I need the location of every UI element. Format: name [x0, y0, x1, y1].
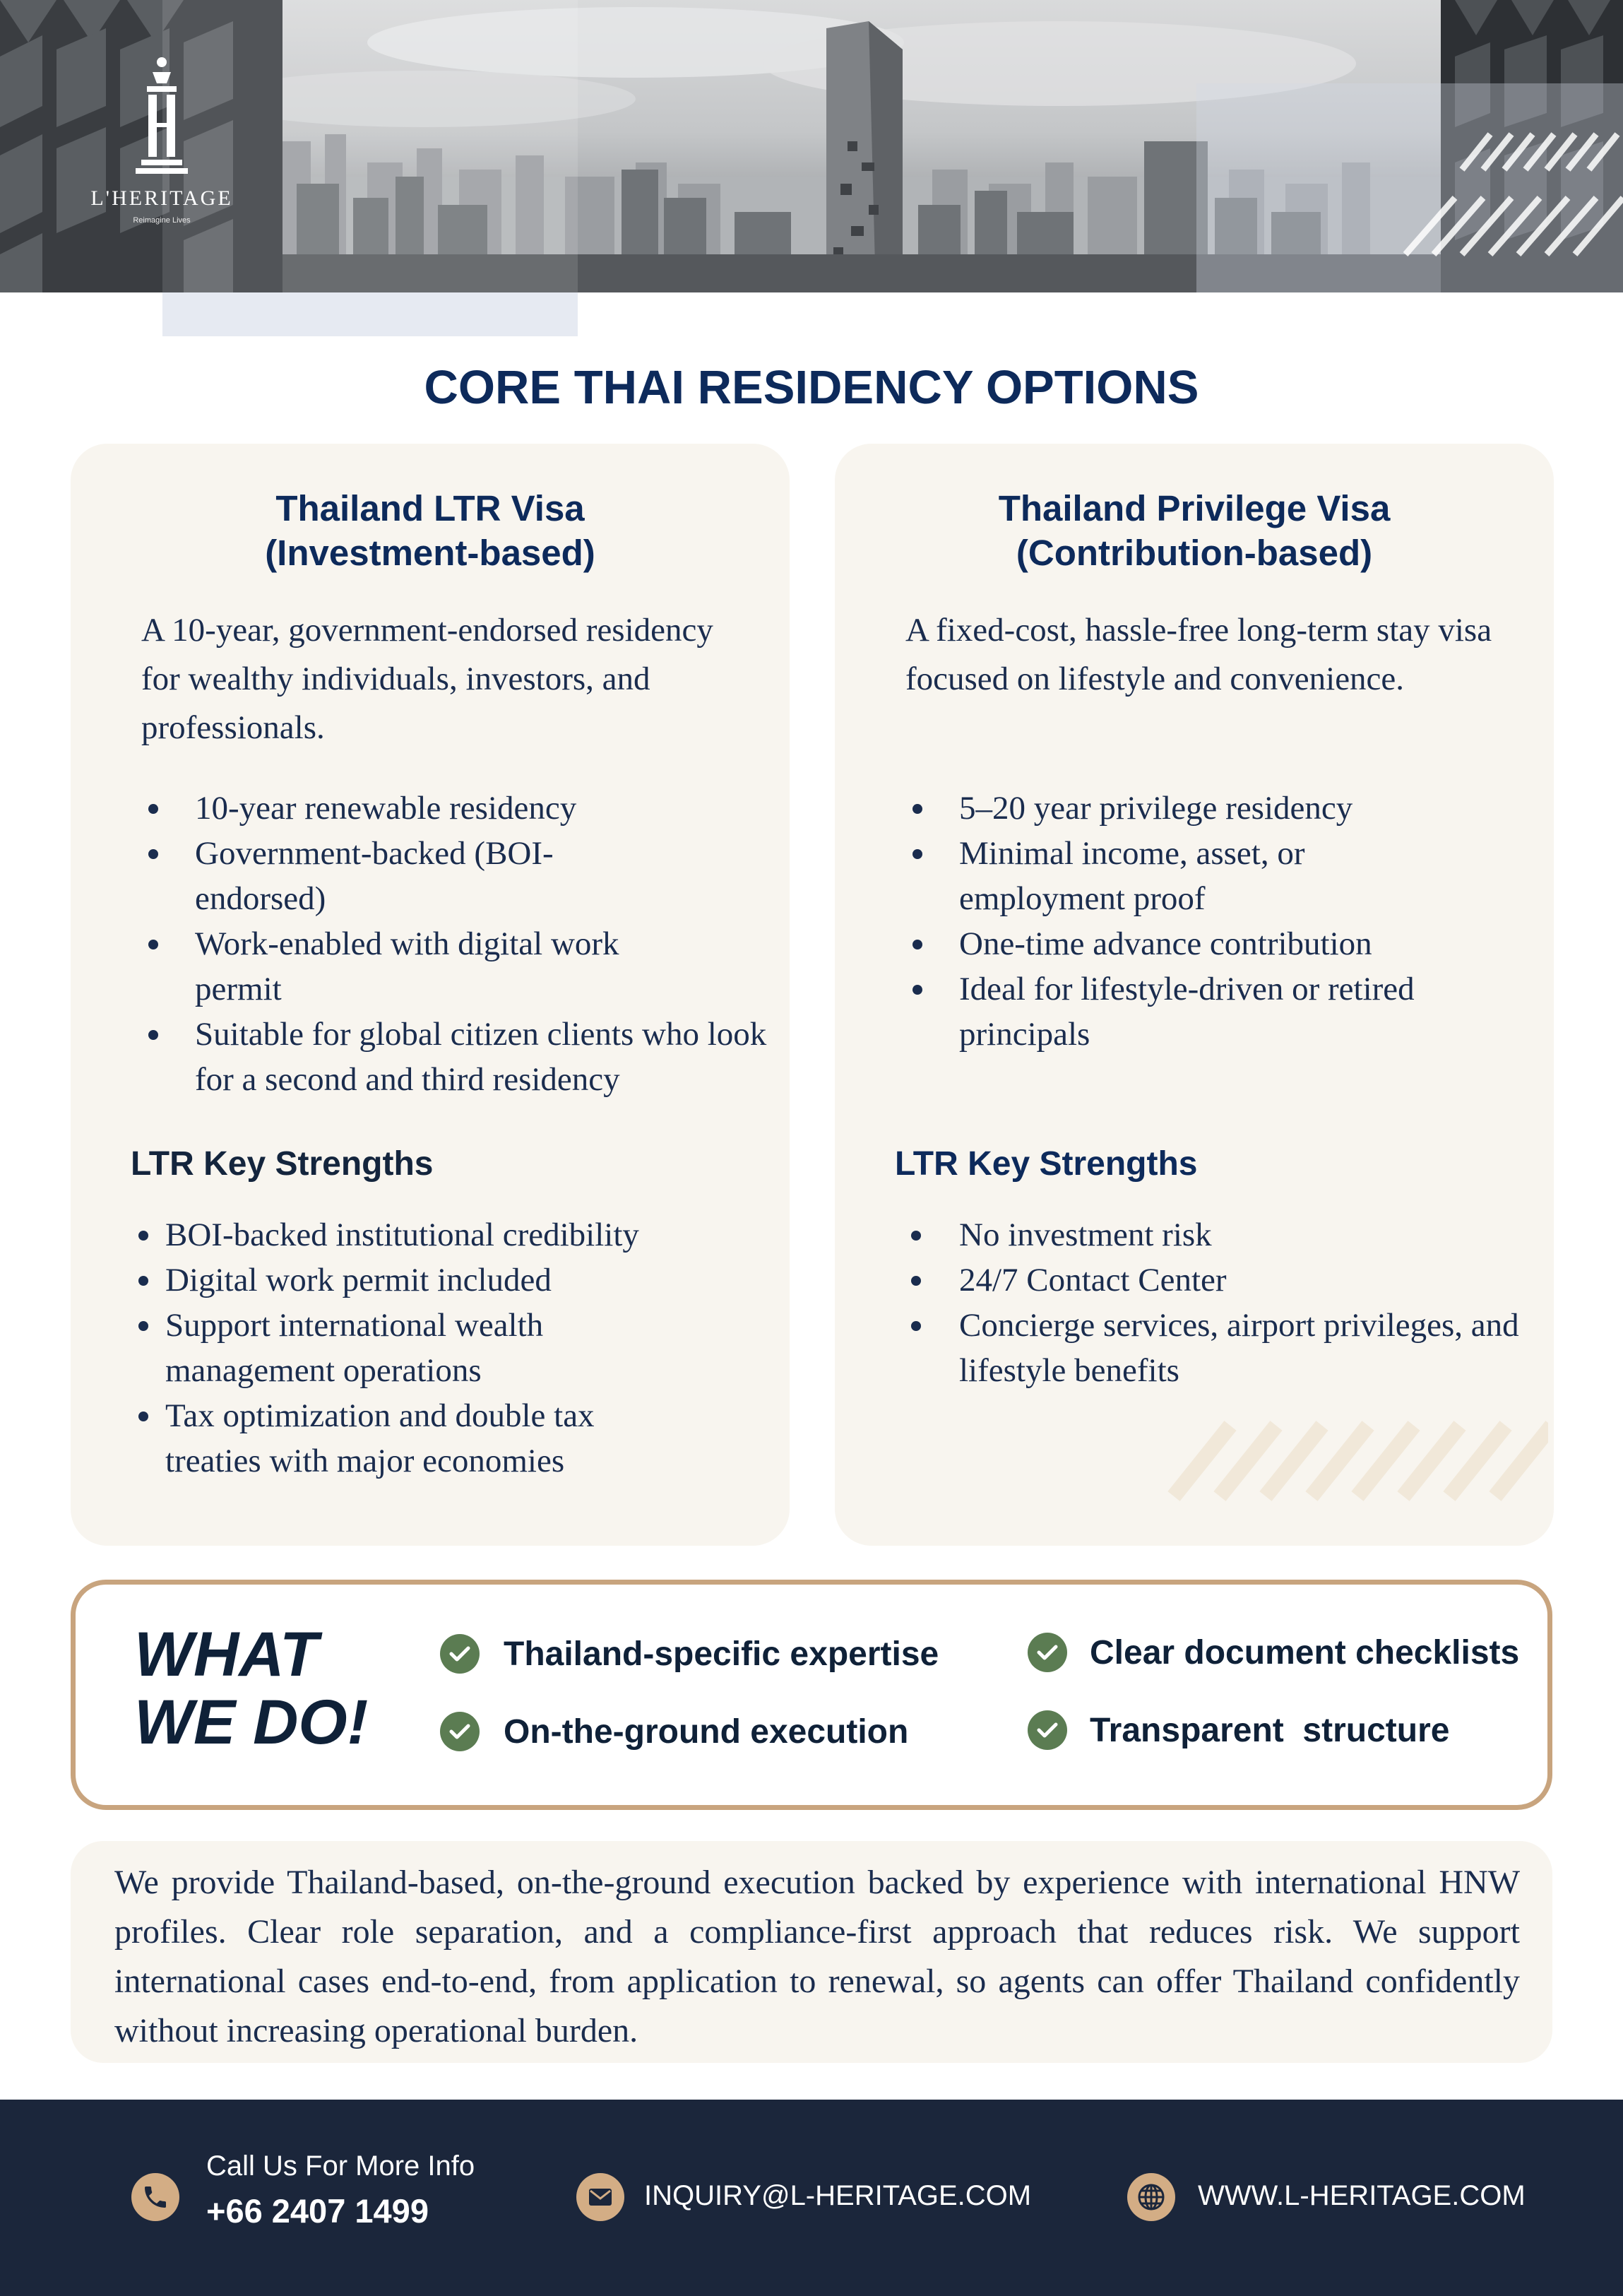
- service-item: [440, 1712, 908, 1751]
- tower-logo-icon: [127, 57, 196, 174]
- hero-accent-block: [162, 292, 578, 336]
- envelope-icon: [576, 2173, 624, 2221]
- list-item: Minimal income, asset, or employment proof: [905, 831, 1541, 921]
- page-title: CORE THAI RESIDENCY OPTIONS: [424, 361, 1199, 414]
- phone-icon: [131, 2173, 179, 2221]
- list-item: Government-backed (BOI-endorsed): [141, 831, 777, 921]
- contact-footer: [0, 2100, 1623, 2296]
- list-item: Support international wealth management operations: [133, 1303, 768, 1393]
- card-title-line2: (Contribution-based): [1016, 533, 1373, 573]
- card-title-line1: Thailand Privilege Visa: [998, 488, 1391, 528]
- list-item: 5–20 year privilege residency: [905, 786, 1541, 831]
- privilege-visa-card: [835, 444, 1554, 1546]
- card-title-line1: Thailand LTR Visa: [275, 488, 585, 528]
- brand-logo: [73, 57, 250, 233]
- website-link[interactable]: WWW.L-HERITAGE.COM: [1198, 2180, 1526, 2211]
- strengths-list: [905, 1212, 1541, 1393]
- list-item: Tax optimization and double tax treaties with major economies: [133, 1393, 768, 1484]
- card-title-line2: (Investment-based): [265, 533, 595, 573]
- service-label: Transparent structure: [1090, 1711, 1450, 1749]
- strengths-heading: LTR Key Strengths: [131, 1145, 434, 1183]
- service-label: Clear document checklists: [1090, 1633, 1520, 1671]
- list-item: 24/7 Contact Center: [905, 1258, 1541, 1303]
- list-item: Digital work permit included: [133, 1258, 768, 1303]
- list-item: 10-year renewable residency: [141, 786, 777, 831]
- what-we-do-title: [134, 1620, 368, 1756]
- strengths-list: [133, 1212, 768, 1484]
- list-item: One-time advance contribution: [905, 921, 1541, 966]
- what-we-do-title-line1: WHAT: [134, 1619, 319, 1689]
- service-item: [1028, 1633, 1519, 1672]
- list-item: BOI-backed institutional credibility: [133, 1212, 768, 1258]
- service-label: Thailand-specific expertise: [504, 1635, 939, 1673]
- ltr-visa-card: [71, 444, 790, 1546]
- what-we-do-title-line2: WE DO!: [134, 1686, 369, 1757]
- service-label: On-the-ground execution: [504, 1712, 909, 1751]
- decorative-stripes: [1167, 1419, 1548, 1503]
- list-item: Work-enabled with digital work permit: [141, 921, 777, 1012]
- brand-name: L'HERITAGE: [90, 187, 233, 210]
- what-we-do-panel: [71, 1580, 1552, 1810]
- card-intro: A 10-year, government-endorsed residency for wealthy individuals, investors, and professionals.: [141, 612, 713, 746]
- check-circle-icon: [1028, 1710, 1067, 1750]
- service-item: [440, 1634, 939, 1674]
- list-item: Ideal for lifestyle-driven or retired principals: [905, 966, 1541, 1057]
- call-label: Call Us For More Info: [206, 2150, 475, 2182]
- service-item: [1028, 1710, 1449, 1750]
- description-panel: [71, 1841, 1552, 2063]
- brand-tagline: Reimagine Lives: [133, 216, 191, 225]
- card-intro: A fixed-cost, hassle-free long-term stay visa focused on lifestyle and convenience.: [905, 612, 1492, 697]
- feature-list: [905, 786, 1541, 1057]
- description-text: We provide Thailand-based, on-the-ground execution backed by experience with international HNW profiles. Clear role separation, and a compliance-first approach that reduces risk. We support international cases end-to-end, from application to renewal, so agents can offer Thailand confidently without increasing operational burden.: [114, 1864, 1520, 2049]
- globe-icon: [1127, 2173, 1175, 2221]
- hero-banner: [0, 0, 1623, 292]
- card-title: [71, 486, 790, 575]
- list-item: Suitable for global citizen clients who look for a second and third residency: [141, 1012, 777, 1102]
- card-title: [835, 486, 1554, 575]
- list-item: No investment risk: [905, 1212, 1541, 1258]
- check-circle-icon: [1028, 1633, 1067, 1672]
- feature-list: [141, 786, 777, 1102]
- check-circle-icon: [440, 1712, 480, 1751]
- check-circle-icon: [440, 1634, 480, 1674]
- email-link[interactable]: INQUIRY@L-HERITAGE.COM: [644, 2180, 1032, 2211]
- list-item: Concierge services, airport privileges, and lifestyle benefits: [905, 1303, 1541, 1393]
- strengths-heading: LTR Key Strengths: [895, 1145, 1198, 1183]
- phone-number[interactable]: +66 2407 1499: [206, 2192, 429, 2230]
